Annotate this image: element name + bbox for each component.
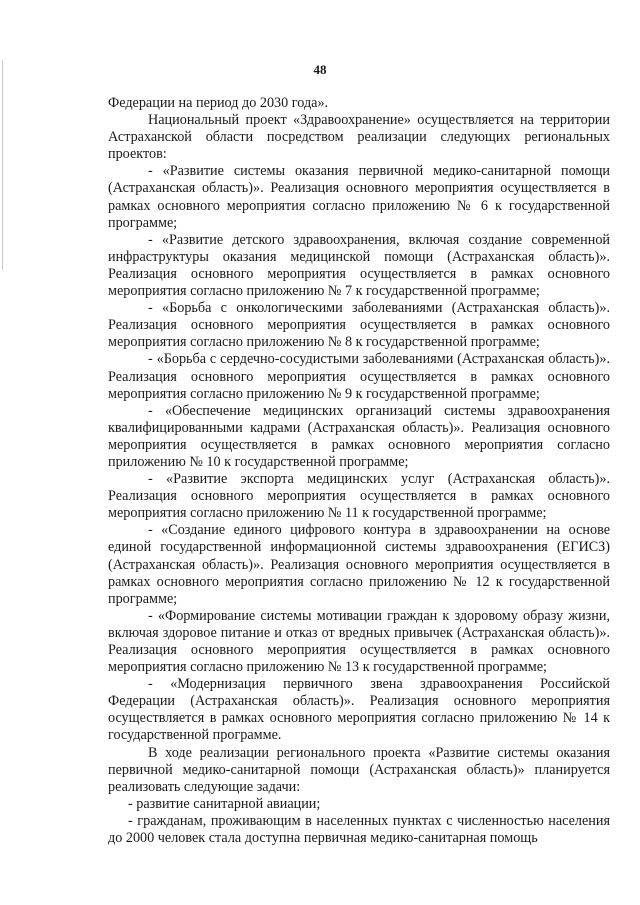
page-number: 48	[313, 62, 327, 77]
list-item-staffing: - «Обеспечение медицинских организаций системы здравоохранения квалифицированными кадрами (Астраханская область)». Реализация основного мероприятия осуществляется в рамках основного мероприятия согласно приложению № 10 к государственной программе;	[108, 402, 610, 470]
list-item-oncology: - «Борьба с онкологическими заболеваниями (Астраханская область)». Реализация основного мероприятия осуществляется в рамках основного мероприятия согласно приложению № 8 к государственной программе;	[108, 300, 610, 351]
list-item-cardiovascular: - «Борьба с сердечно-сосудистыми заболеваниями (Астраханская область)». Реализация основного мероприятия осуществляется в рамках основного мероприятия согласно приложению № 9 к государственной программе;	[108, 351, 610, 402]
list-item-export: - «Развитие экспорта медицинских услуг (Астраханская область)». Реализация основного мероприятия осуществляется в рамках основного мероприятия согласно приложению № 11 к государственной программе;	[108, 471, 610, 522]
paragraph-intro: Национальный проект «Здравоохранение» осуществляется на территории Астраханской области посредством реализации следующих региональных проектов:	[108, 112, 610, 163]
document-body	[108, 95, 610, 847]
list-item-primary-care: - «Развитие системы оказания первичной медико-санитарной помощи (Астраханская область)». Реализация основного мероприятия осуществляется в рамках основного мероприятия согласно приложению № 6 к государственной программе;	[108, 163, 610, 231]
list-item-child-health: - «Развитие детского здравоохранения, включая создание современной инфраструктуры оказания медицинской помощи (Астраханская область)». Реализация основного мероприятия осуществляется в рамках основного мероприятия согласно приложению № 7 к государственной программе;	[108, 231, 610, 300]
list-item-digital-contour: - «Создание единого цифрового контура в здравоохранении на основе единой государственной информационной системы здравоохранения (ЕГИСЗ) (Астраханская область)». Реализация основного мероприятия осуществляется в рамках основного мероприятия согласно приложению № 12 к государственной программе;	[108, 522, 610, 607]
task-item-settlements: - гражданам, проживающим в населенных пунктах с численностью населения до 2000 человек стала доступна первичная медико-санитарная помощь	[108, 812, 610, 847]
task-item-aviation: - развитие санитарной авиации;	[128, 795, 321, 812]
paragraph-tasks-intro: В ходе реализации регионального проекта «Развитие системы оказания первичной медико-санитарной помощи (Астраханская область)» планируется реализовать следующие задачи:	[108, 744, 610, 795]
list-item-modernization: - «Модернизация первичного звена здравоохранения Российской Федерации (Астраханская область)». Реализация основного мероприятия осуществляется в рамках основного мероприятия согласно приложению № 14 к государственной программе.	[108, 676, 610, 744]
paragraph-continuation: Федерации на период до 2030 года».	[108, 95, 329, 111]
list-item-healthy-lifestyle: - «Формирование системы мотивации граждан к здоровому образу жизни, включая здоровое питание и отказ от вредных привычек (Астраханская область)». Реализация основного мероприятия осуществляется в рамках основного мероприятия согласно приложению № 13 к государственной программе;	[108, 607, 610, 676]
page-edge-line	[2, 60, 3, 270]
